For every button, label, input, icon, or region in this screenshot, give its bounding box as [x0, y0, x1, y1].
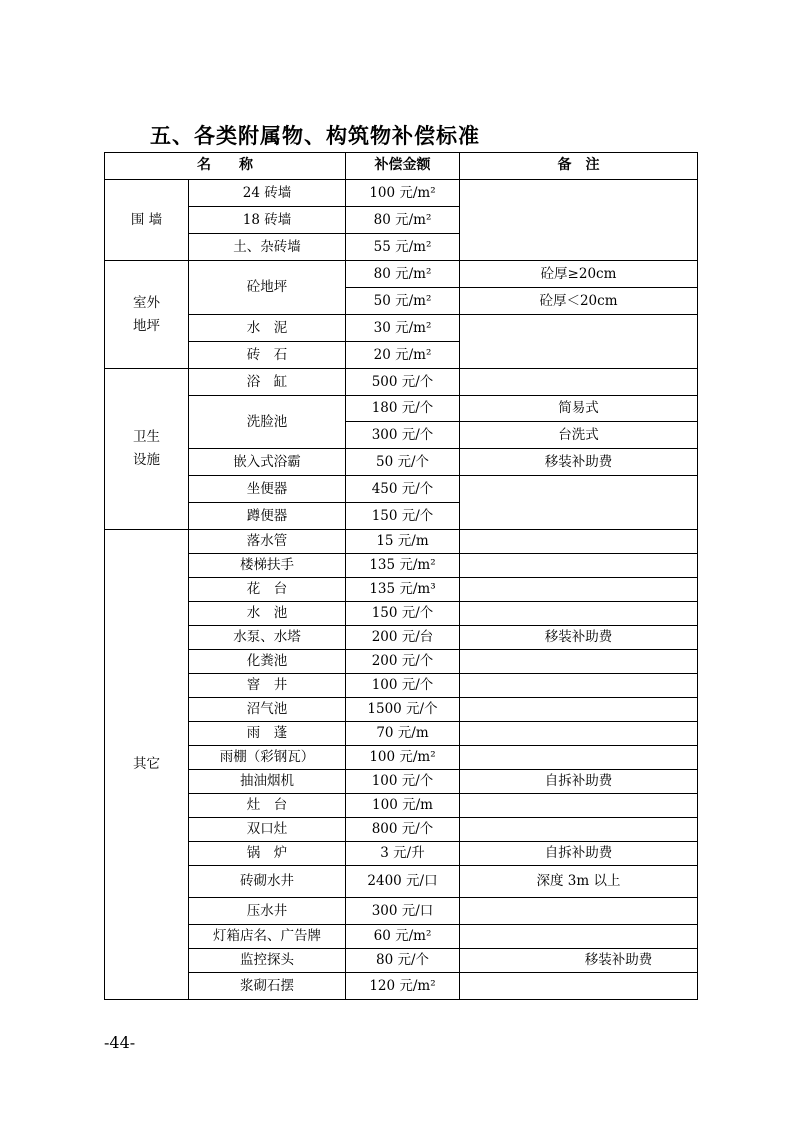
item-note	[460, 530, 698, 554]
page-number: -44-	[104, 1033, 136, 1052]
table-header-row	[105, 153, 698, 180]
item-name: 沼气池	[189, 698, 346, 722]
item-note	[460, 650, 698, 674]
table-row	[105, 530, 698, 554]
item-amount: 150 元/个	[346, 503, 460, 530]
item-name: 嵌入式浴霸	[189, 449, 346, 476]
item-name: 楼梯扶手	[189, 554, 346, 578]
table-row	[105, 794, 698, 818]
table-row	[105, 818, 698, 842]
item-name: 浴 缸	[189, 369, 346, 396]
item-note	[460, 554, 698, 578]
table-row	[105, 722, 698, 746]
item-name: 坐便器	[189, 476, 346, 503]
header-name: 名 称	[105, 153, 346, 180]
item-note	[460, 698, 698, 722]
item-note: 自拆补助费	[460, 770, 698, 794]
table-row	[105, 949, 698, 973]
item-note	[460, 925, 698, 949]
item-amount: 80 元/m²	[346, 261, 460, 288]
table-row	[105, 746, 698, 770]
item-name: 土、杂砖墙	[189, 234, 346, 261]
item-amount: 100 元/m²	[346, 746, 460, 770]
item-note: 移装补助费	[460, 949, 698, 973]
item-note	[460, 369, 698, 396]
table-row	[105, 898, 698, 925]
category-ground: 室外地坪	[133, 294, 160, 334]
item-name: 水 池	[189, 602, 346, 626]
table-row	[105, 842, 698, 866]
table-row	[105, 650, 698, 674]
item-amount: 100 元/m²	[346, 180, 460, 207]
item-note	[460, 722, 698, 746]
item-amount: 135 元/m²	[346, 554, 460, 578]
item-amount: 100 元/个	[346, 674, 460, 698]
page-title: 五、各类附属物、构筑物补偿标准	[150, 124, 480, 148]
item-note: 移装补助费	[460, 449, 698, 476]
item-amount: 55 元/m²	[346, 234, 460, 261]
item-amount: 20 元/m²	[346, 342, 460, 369]
table-row	[105, 261, 698, 288]
item-note: 简易式	[460, 396, 698, 422]
item-amount: 80 元/个	[346, 949, 460, 973]
item-note	[460, 602, 698, 626]
item-amount: 80 元/m²	[346, 207, 460, 234]
item-note	[460, 180, 698, 261]
item-amount: 3 元/升	[346, 842, 460, 866]
item-name: 水 泥	[189, 315, 346, 342]
item-name: 砖砌水井	[189, 866, 346, 898]
table-row	[105, 925, 698, 949]
item-note	[460, 578, 698, 602]
item-note	[460, 818, 698, 842]
item-amount: 800 元/个	[346, 818, 460, 842]
item-amount: 100 元/个	[346, 770, 460, 794]
table-row	[105, 770, 698, 794]
item-name: 压水井	[189, 898, 346, 925]
table-row	[105, 698, 698, 722]
item-amount: 70 元/m	[346, 722, 460, 746]
table-row	[105, 554, 698, 578]
item-note	[460, 746, 698, 770]
item-note: 砼厚≥20cm	[460, 261, 698, 288]
item-name: 砖 石	[189, 342, 346, 369]
item-amount: 1500 元/个	[346, 698, 460, 722]
table-row	[105, 674, 698, 698]
item-note	[460, 315, 698, 369]
item-amount: 30 元/m²	[346, 315, 460, 342]
item-name: 雨棚（彩钢瓦）	[189, 746, 346, 770]
item-note: 移装补助费	[460, 626, 698, 650]
item-name: 蹲便器	[189, 503, 346, 530]
item-amount: 60 元/m²	[346, 925, 460, 949]
table-row	[105, 396, 698, 422]
item-amount: 50 元/m²	[346, 288, 460, 315]
item-name: 监控探头	[189, 949, 346, 973]
item-name: 砼地坪	[189, 261, 346, 315]
item-note	[460, 674, 698, 698]
item-note	[460, 476, 698, 530]
header-amount: 补偿金额	[346, 153, 460, 180]
item-note	[460, 898, 698, 925]
item-name: 落水管	[189, 530, 346, 554]
item-name: 锅 炉	[189, 842, 346, 866]
table-row	[105, 973, 698, 1000]
item-note: 砼厚＜20cm	[460, 288, 698, 315]
table-row	[105, 626, 698, 650]
item-amount: 15 元/m	[346, 530, 460, 554]
header-note: 备 注	[460, 153, 698, 180]
item-amount: 120 元/m²	[346, 973, 460, 1000]
table-row	[105, 866, 698, 898]
item-note: 自拆补助费	[460, 842, 698, 866]
item-amount: 50 元/个	[346, 449, 460, 476]
item-name: 灶 台	[189, 794, 346, 818]
item-amount: 300 元/个	[346, 422, 460, 449]
item-name: 抽油烟机	[189, 770, 346, 794]
table-row	[105, 180, 698, 207]
item-note	[460, 794, 698, 818]
item-name: 窨 井	[189, 674, 346, 698]
table-row	[105, 449, 698, 476]
item-name: 18 砖墙	[189, 207, 346, 234]
item-amount: 200 元/台	[346, 626, 460, 650]
category-wall: 围 墙	[105, 180, 189, 261]
table-row	[105, 369, 698, 396]
item-amount: 100 元/m	[346, 794, 460, 818]
item-amount: 180 元/个	[346, 396, 460, 422]
item-name: 双口灶	[189, 818, 346, 842]
item-name: 花 台	[189, 578, 346, 602]
category-sanitary: 卫生设施	[133, 429, 160, 468]
table-row	[105, 476, 698, 503]
item-name: 雨 蓬	[189, 722, 346, 746]
table-row	[105, 578, 698, 602]
compensation-table	[104, 152, 698, 1000]
item-amount: 500 元/个	[346, 369, 460, 396]
item-name: 洗脸池	[189, 396, 346, 449]
item-amount: 150 元/个	[346, 602, 460, 626]
item-amount: 300 元/口	[346, 898, 460, 925]
table-row	[105, 602, 698, 626]
item-note	[460, 973, 698, 1000]
item-name: 灯箱店名、广告牌	[189, 925, 346, 949]
item-note: 深度 3m 以上	[460, 866, 698, 898]
item-name: 浆砌石摆	[189, 973, 346, 1000]
item-amount: 2400 元/口	[346, 866, 460, 898]
table-row	[105, 315, 698, 342]
item-note: 台洗式	[460, 422, 698, 449]
item-name: 化粪池	[189, 650, 346, 674]
item-amount: 135 元/m³	[346, 578, 460, 602]
item-amount: 450 元/个	[346, 476, 460, 503]
item-amount: 200 元/个	[346, 650, 460, 674]
item-name: 水泵、水塔	[189, 626, 346, 650]
category-other: 其它	[133, 756, 160, 773]
item-name: 24 砖墙	[189, 180, 346, 207]
